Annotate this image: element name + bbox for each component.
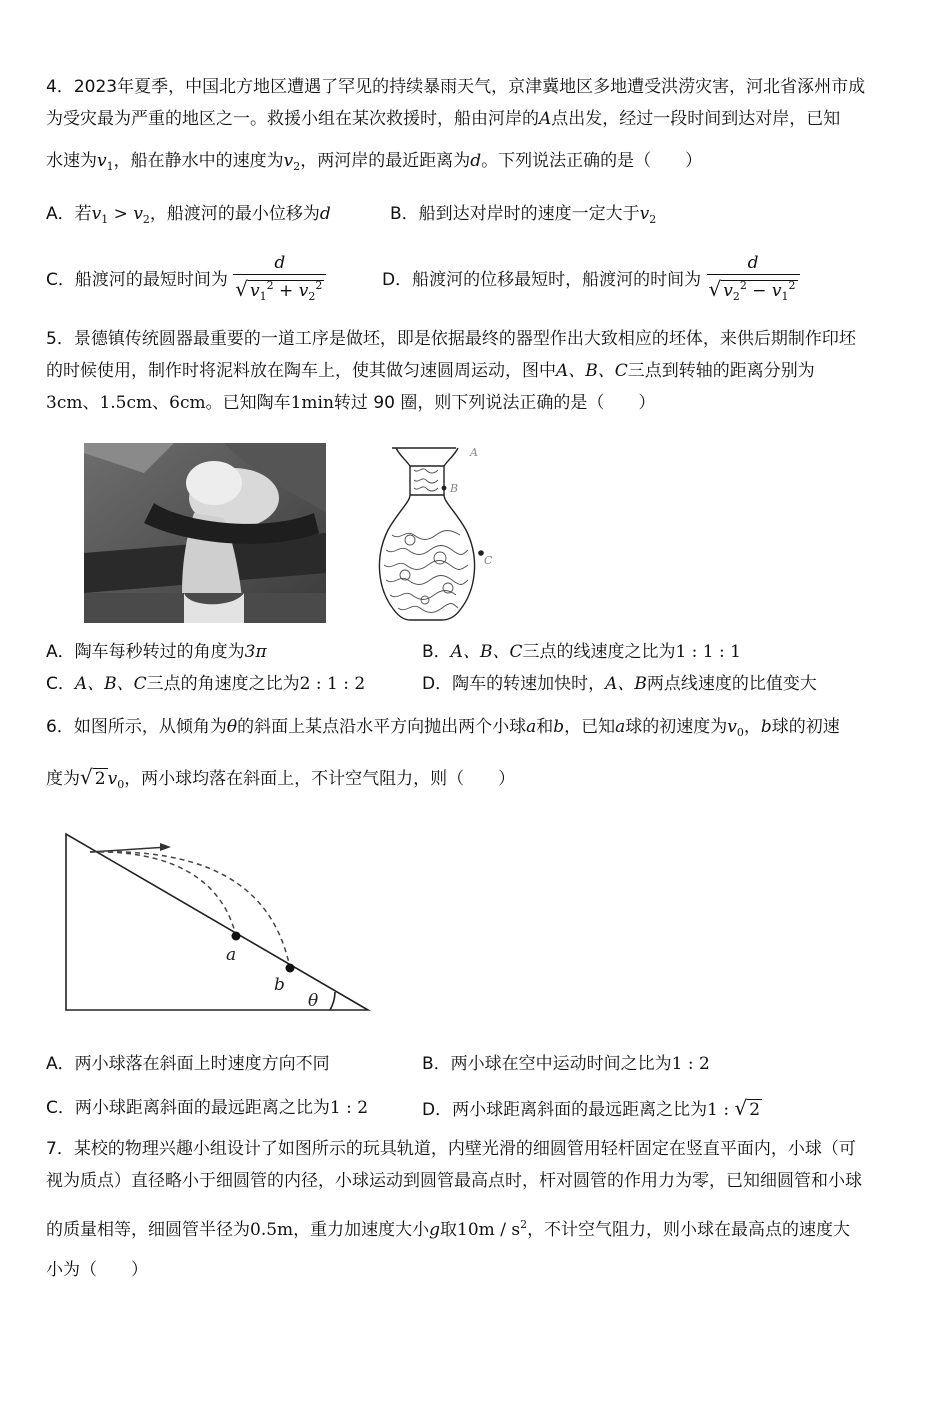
q5-option-a: A．陶车每秒转过的角度为3π (46, 642, 267, 662)
ball-b (286, 964, 295, 973)
q5-line-1: 5．景德镇传统圆器最重要的一道工序是做坯，即是依据最终的器型作出大致相应的坯体，来供后期制作印坯 (46, 329, 856, 349)
fig-label-a: a (226, 945, 237, 965)
q7-line-1: 7．某校的物理兴趣小组设计了如图所示的玩具轨道，内壁光滑的细圆管用轻杆固定在竖直平面内，小球（可 (46, 1139, 856, 1159)
q4-option-a: A．若$v_1 > v_2$，船渡河的最小位移为d (46, 204, 331, 226)
q4-line-1: 4．2023年夏季，中国北方地区遭遇了罕见的持续暴雨天气，京津冀地区多地遭受洪涝灾害，河北省涿州市成 (46, 77, 866, 97)
ball-a (232, 932, 241, 941)
q4-option-d-fraction: $\frac{d}{√ v_2^2 - v_1^2}$ (707, 252, 800, 308)
vase-label-b: B (450, 482, 459, 495)
q6-line-1: 6．如图所示，从倾角为θ的斜面上某点沿水平方向抛出两个小球a和b，已知a球的初速度为$v_0$，b球的初速 (46, 717, 840, 739)
pottery-wheel-photo (84, 443, 326, 623)
q5-option-d: D．陶车的转速加快时，A、B两点线速度的比值变大 (422, 674, 817, 694)
q7-line-2: 视为质点）直径略小于细圆管的内径，小球运动到圆管最高点时，杆对圆管的作用力为零，已知细圆管和小球 (46, 1171, 862, 1191)
q6-option-b: B．两小球在空中运动时间之比为1 : 2 (422, 1054, 710, 1074)
vase-label-a: A (470, 446, 478, 459)
fig-label-theta: θ (308, 991, 319, 1011)
q4-option-d: D．船渡河的位移最短时，船渡河的时间为 $\frac{d}{√ v_2^2 - v_1^2}$ (382, 252, 800, 308)
q6-line-2: 度为√ 2 $v_0$，两小球均落在斜面上，不计空气阻力，则（ ） (46, 765, 516, 791)
q5-option-b: B．A、B、C三点的线速度之比为1 : 1 : 1 (422, 642, 741, 662)
q5-option-c: C．A、B、C三点的角速度之比为2 : 1 : 2 (46, 674, 366, 694)
q6-option-a: A．两小球落在斜面上时速度方向不同 (46, 1054, 330, 1074)
q4-option-c: C．船渡河的最短时间为 $\frac{d}{√ v_1^2 + v_2^2}$ (46, 252, 326, 308)
q7-line-4: 小为（ ） (46, 1260, 148, 1280)
q7-line-3: 的质量相等，细圆管半径为0.5m，重力加速度大小g取$10m / s^2$，不计空气阻力，则小球在最高点的速度大 (46, 1218, 851, 1240)
q4-line-2: 为受灾最为严重的地区之一。救援小组在某次救援时，船由河岸的A点出发，经过一段时间到达对岸，已知 (46, 109, 841, 129)
q5-line-3: 3cm、1.5cm、6cm。已知陶车1min转过 90 圈，则下列说法正确的是（ ） (46, 393, 656, 413)
q4-option-b: B．船到达对岸时的速度一定大于$v_2$ (390, 204, 657, 226)
q6-option-c: C．两小球距离斜面的最远距离之比为1 : 2 (46, 1098, 369, 1118)
q4-line-3: 水速为$v_1$，船在静水中的速度为$v_2$，两河岸的最近距离为d。下列说法正确的是（ ） (46, 151, 703, 173)
q5-line-2: 的时候使用，制作时将泥料放在陶车上，使其做匀速圆周运动，图中A、B、C三点到转轴的距离分别为 (46, 361, 815, 381)
vase-label-c: C (484, 554, 493, 567)
q6-option-d: D．两小球距离斜面的最远距离之比为1 : √ 2 (422, 1096, 761, 1120)
q4-option-c-fraction: $\frac{d}{√ v_1^2 + v_2^2}$ (233, 252, 326, 308)
vase-figure (370, 440, 500, 625)
fig-label-b: b (274, 975, 285, 995)
incline-projectile-figure (40, 828, 380, 1018)
